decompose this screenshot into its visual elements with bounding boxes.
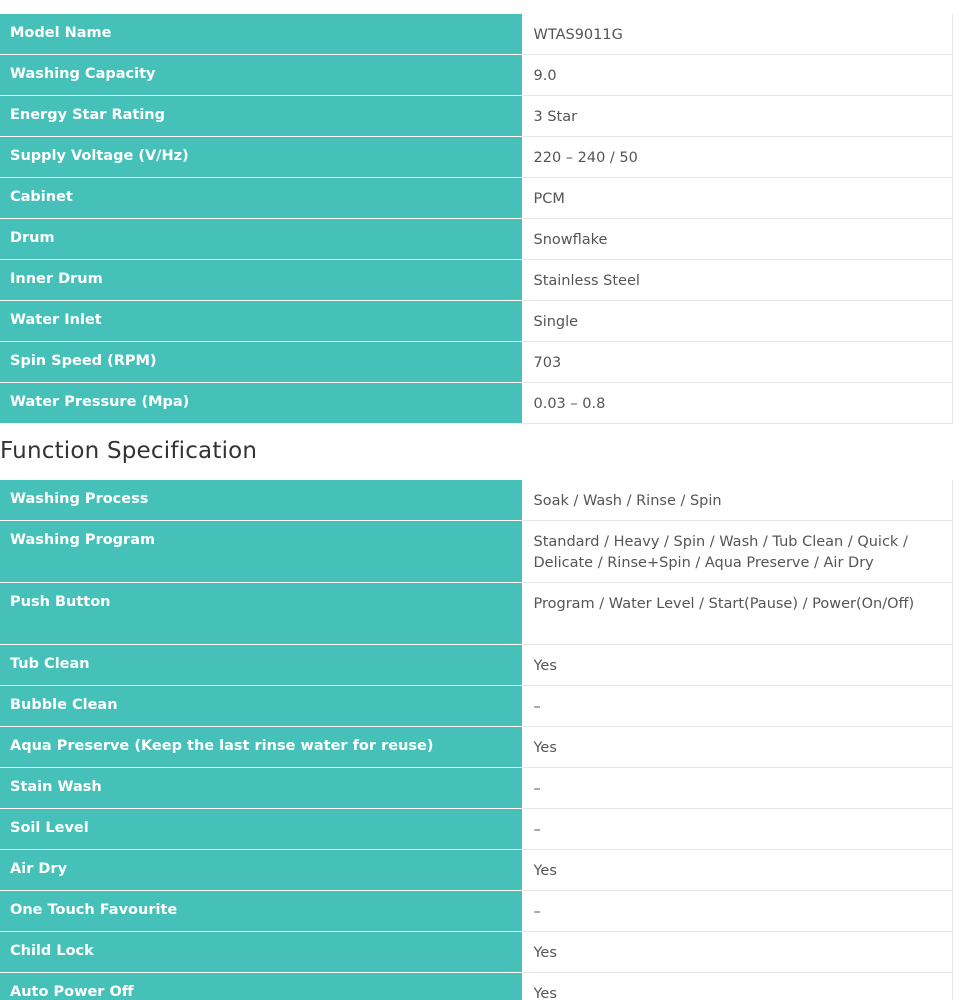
spec-value: Soak / Wash / Rinse / Spin [522, 480, 952, 521]
spec-value: Stainless Steel [522, 260, 952, 301]
product-spec-table [0, 14, 953, 424]
spec-label: Washing Capacity [0, 55, 522, 96]
spec-label: Water Inlet [0, 301, 522, 342]
spec-value: 9.0 [522, 55, 952, 96]
spec-value: Standard / Heavy / Spin / Wash / Tub Clean / Quick / Delicate / Rinse+Spin / Aqua Preserve / Air Dry [522, 521, 952, 583]
spec-label: Tub Clean [0, 645, 522, 686]
table-row [0, 850, 952, 891]
spec-value: Yes [522, 727, 952, 768]
spec-value: – [522, 686, 952, 727]
spec-value: Program / Water Level / Start(Pause) / Power(On/Off) [522, 583, 952, 645]
spec-label: Model Name [0, 14, 522, 55]
spec-label: Washing Program [0, 521, 522, 583]
spec-value: 3 Star [522, 96, 952, 137]
spec-value: Yes [522, 645, 952, 686]
spec-value: 220 – 240 / 50 [522, 137, 952, 178]
spec-value: 703 [522, 342, 952, 383]
spec-label: Washing Process [0, 480, 522, 521]
spec-value: – [522, 891, 952, 932]
spec-label: Aqua Preserve (Keep the last rinse water for reuse) [0, 727, 522, 768]
spec-label: Water Pressure (Mpa) [0, 383, 522, 424]
table-row [0, 219, 952, 260]
spec-label: Soil Level [0, 809, 522, 850]
table-row [0, 96, 952, 137]
spec-label: Inner Drum [0, 260, 522, 301]
table-row [0, 383, 952, 424]
table-row [0, 727, 952, 768]
spec-label: Drum [0, 219, 522, 260]
spec-value: Single [522, 301, 952, 342]
spec-label: Supply Voltage (V/Hz) [0, 137, 522, 178]
spec-value: – [522, 809, 952, 850]
spec-value: Yes [522, 973, 952, 1000]
spec-label: Cabinet [0, 178, 522, 219]
function-spec-table [0, 480, 953, 1000]
table-row [0, 583, 952, 645]
spec-label: Auto Power Off [0, 973, 522, 1000]
spec-label: Push Button [0, 583, 522, 645]
table-row [0, 809, 952, 850]
spec-value: Yes [522, 850, 952, 891]
table-row [0, 55, 952, 96]
spec-label: Energy Star Rating [0, 96, 522, 137]
table-row [0, 645, 952, 686]
spec-label: Child Lock [0, 932, 522, 973]
table-row [0, 973, 952, 1000]
section-title: Function Specification [0, 438, 258, 464]
spec-label: Stain Wash [0, 768, 522, 809]
table-row [0, 342, 952, 383]
table-row [0, 301, 952, 342]
table-row [0, 14, 952, 55]
table-row [0, 137, 952, 178]
spec-label: Bubble Clean [0, 686, 522, 727]
spec-value: Yes [522, 932, 952, 973]
spec-label: Air Dry [0, 850, 522, 891]
table-row [0, 521, 952, 583]
table-row [0, 178, 952, 219]
spec-value: Snowflake [522, 219, 952, 260]
spec-value: PCM [522, 178, 952, 219]
spec-value: WTAS9011G [522, 14, 952, 55]
table-row [0, 260, 952, 301]
spec-value: 0.03 – 0.8 [522, 383, 952, 424]
table-row [0, 480, 952, 521]
spec-label: Spin Speed (RPM) [0, 342, 522, 383]
table-row [0, 891, 952, 932]
table-row [0, 768, 952, 809]
table-row [0, 932, 952, 973]
spec-label: One Touch Favourite [0, 891, 522, 932]
table-row [0, 686, 952, 727]
spec-value: – [522, 768, 952, 809]
